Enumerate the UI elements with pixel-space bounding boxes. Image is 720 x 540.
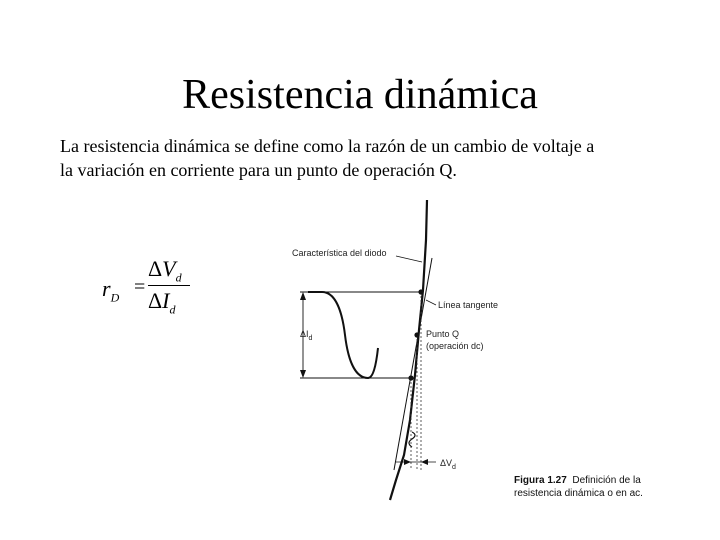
- formula-den-delta: Δ: [148, 288, 163, 313]
- delta-vd-arrowhead-right: [421, 459, 428, 465]
- formula-num-delta: Δ: [148, 256, 163, 281]
- diode-characteristic-curve: [390, 200, 427, 500]
- label-delta-vd: [440, 458, 456, 471]
- leader-tangent: [426, 300, 436, 305]
- description-line-1: La resistencia dinámica se define como la razón de un cambio de voltaje a: [60, 136, 595, 156]
- caption-number: Figura 1.27: [514, 475, 567, 486]
- label-q-point-1: Punto Q: [426, 329, 460, 339]
- formula-num-subscript: d: [175, 270, 182, 285]
- curve-break-mark: [409, 432, 415, 447]
- caption-text-1: Definición de la: [572, 475, 641, 486]
- formula-num-symbol: V: [162, 256, 176, 281]
- leader-diode: [396, 256, 422, 262]
- label-delta-id-sub: d: [308, 335, 313, 342]
- caption-line-1: [514, 474, 684, 487]
- formula-lhs-symbol: r: [102, 276, 111, 301]
- current-sinusoid: [322, 292, 378, 378]
- caption-text-2: resistencia dinámica o en ac.: [514, 488, 643, 499]
- formula-equals: =: [134, 276, 146, 298]
- formula-den-subscript: d: [169, 302, 176, 317]
- point-lower: [408, 375, 413, 380]
- q-point: [414, 332, 419, 337]
- label-tangent-line: Línea tangente: [438, 300, 499, 310]
- point-upper: [418, 289, 423, 294]
- label-q-point-2: (operación dc): [426, 341, 484, 351]
- description-line-2: la variación en corriente para un punto de operación Q.: [60, 160, 457, 180]
- delta-id-arrowhead-bottom: [300, 370, 306, 378]
- formula-den-symbol: I: [162, 288, 170, 313]
- figure-caption: [514, 474, 684, 500]
- label-diode-characteristic: Característica del diodo: [292, 248, 387, 258]
- formula-lhs-subscript: D: [110, 290, 120, 305]
- slide-title: Resistencia dinámica: [182, 72, 538, 118]
- delta-id-arrowhead-top: [300, 292, 306, 300]
- label-delta-id: [300, 329, 313, 342]
- label-delta-vd-sub: d: [452, 464, 456, 471]
- delta-vd-arrowhead-left: [404, 459, 411, 465]
- label-delta-id-main: ΔI: [300, 329, 309, 339]
- label-delta-vd-main: ΔV: [440, 458, 453, 468]
